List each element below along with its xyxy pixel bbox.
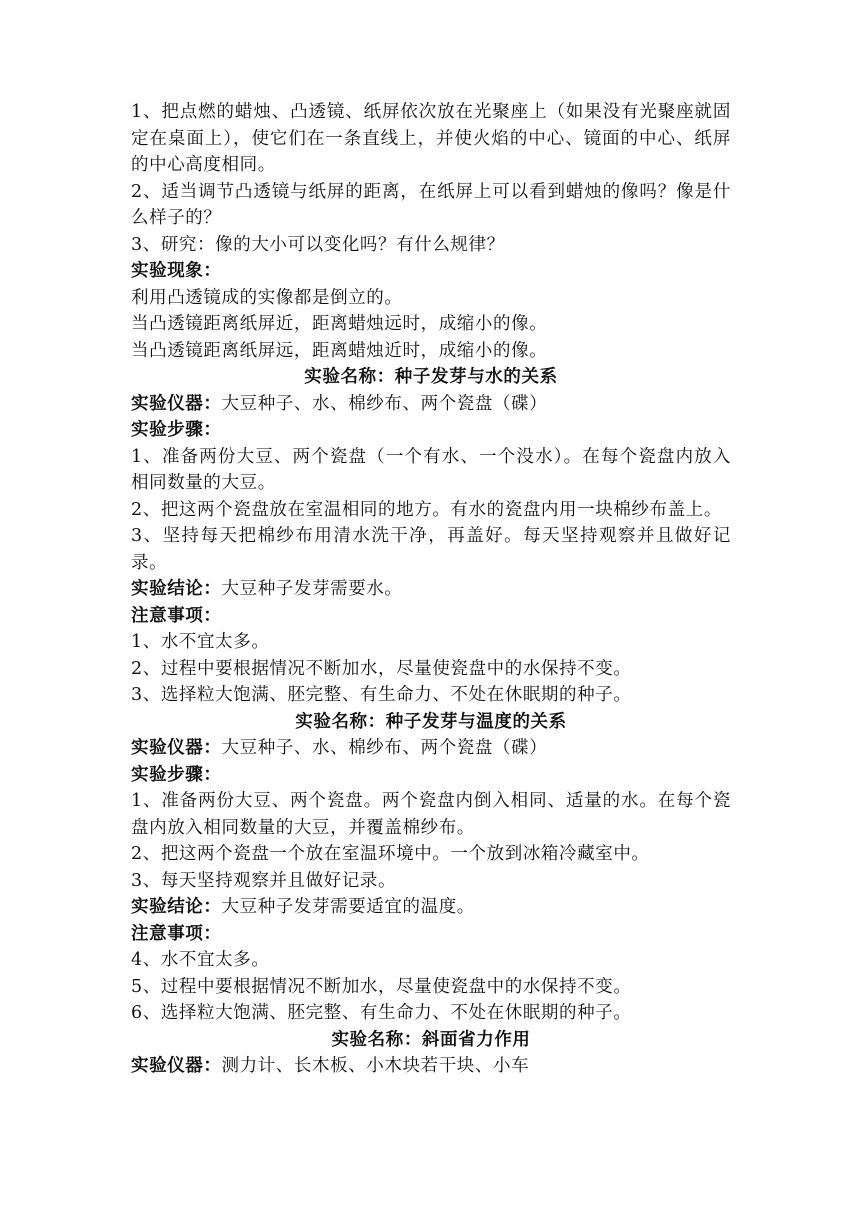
step-paragraph: 2、适当调节凸透镜与纸屏的距离，在纸屏上可以看到蜡烛的像吗？像是什么样子的？ [131,181,731,228]
note-paragraph: 4、水不宜太多。 [131,950,270,970]
step-paragraph: 3、研究：像的大小可以变化吗？有什么规律？ [131,234,505,255]
step-paragraph: 1、把点燃的蜡烛、凸透镜、纸屏依次放在光聚座上（如果没有光聚座就固定在桌面上），使它们在一条直线上，并使火焰的中心、镜面的中心、纸屏的中心高度相同。 [131,102,731,175]
note-paragraph: 6、选择粒大饱满、胚完整、有生命力、不处在休眠期的种子。 [131,1003,632,1023]
conclusion-text: 大豆种子发芽需要水。 [221,579,403,599]
note-paragraph: 2、过程中要根据情况不断加水，尽量使瓷盘中的水保持不变。 [131,658,632,679]
instruments-line [131,735,731,762]
phenomenon-heading [131,258,731,285]
note-paragraph: 3、选择粒大饱满、胚完整、有生命力、不处在休眠期的种子。 [131,685,632,705]
notes-heading [131,603,731,630]
instruments-label: 实验仪器： [131,738,222,758]
note-paragraph: 5、过程中要根据情况不断加水，尽量使瓷盘中的水保持不变。 [131,976,632,997]
conclusion-line [131,894,731,921]
instruments-line [131,1053,731,1080]
steps-heading [131,762,731,789]
notes-label: 注意事项： [131,605,222,626]
step-paragraph: 3、坚持每天把棉纱布用清水洗干净，再盖好。每天坚持观察并且做好记录。 [131,526,731,573]
steps-heading [131,417,731,444]
phenomenon-paragraph: 利用凸透镜成的实像都是倒立的。 [131,287,403,308]
step-paragraph: 1、准备两份大豆、两个瓷盘（一个有水、一个没水）。在每个瓷盘内放入相同数量的大豆。 [131,446,731,493]
experiment-title: 实验名称：种子发芽与温度的关系 [295,711,567,732]
phenomenon-paragraph: 当凸透镜距离纸屏近，距离蜡烛远时，成缩小的像。 [131,314,548,334]
instruments-text: 测力计、长木板、小木块若干块、小车 [221,1056,530,1076]
step-paragraph: 1、准备两份大豆、两个瓷盘。两个瓷盘内倒入相同、适量的水。在每个瓷盘内放入相同数量的大豆，并覆盖棉纱布。 [131,791,731,838]
experiment-title: 实验名称：斜面省力作用 [331,1029,531,1050]
steps-label: 实验步骤： [131,420,222,440]
conclusion-label: 实验结论： [131,579,222,599]
instruments-text: 大豆种子、水、棉纱布、两个瓷盘（碟） [221,393,548,414]
phenomenon-label: 实验现象： [131,261,222,281]
step-paragraph: 2、把这两个瓷盘放在室温相同的地方。有水的瓷盘内用一块棉纱布盖上。 [131,499,722,520]
conclusion-line [131,576,731,603]
step-paragraph: 2、把这两个瓷盘一个放在室温环境中。一个放到冰箱冷藏室中。 [131,844,650,864]
notes-label: 注意事项： [131,923,222,944]
instruments-line [131,391,731,418]
conclusion-text: 大豆种子发芽需要适宜的温度。 [221,897,475,917]
instruments-text: 大豆种子、水、棉纱布、两个瓷盘（碟） [221,738,548,758]
document-page [131,99,731,1080]
instruments-label: 实验仪器： [131,393,222,414]
experiment-title: 实验名称：种子发芽与水的关系 [304,367,558,387]
step-paragraph: 3、每天坚持观察并且做好记录。 [131,870,397,891]
steps-label: 实验步骤： [131,764,222,785]
instruments-label: 实验仪器： [131,1056,222,1076]
conclusion-label: 实验结论： [131,897,222,917]
phenomenon-paragraph: 当凸透镜距离纸屏远，距离蜡烛近时，成缩小的像。 [131,340,548,361]
notes-heading [131,921,731,948]
note-paragraph: 1、水不宜太多。 [131,632,270,652]
